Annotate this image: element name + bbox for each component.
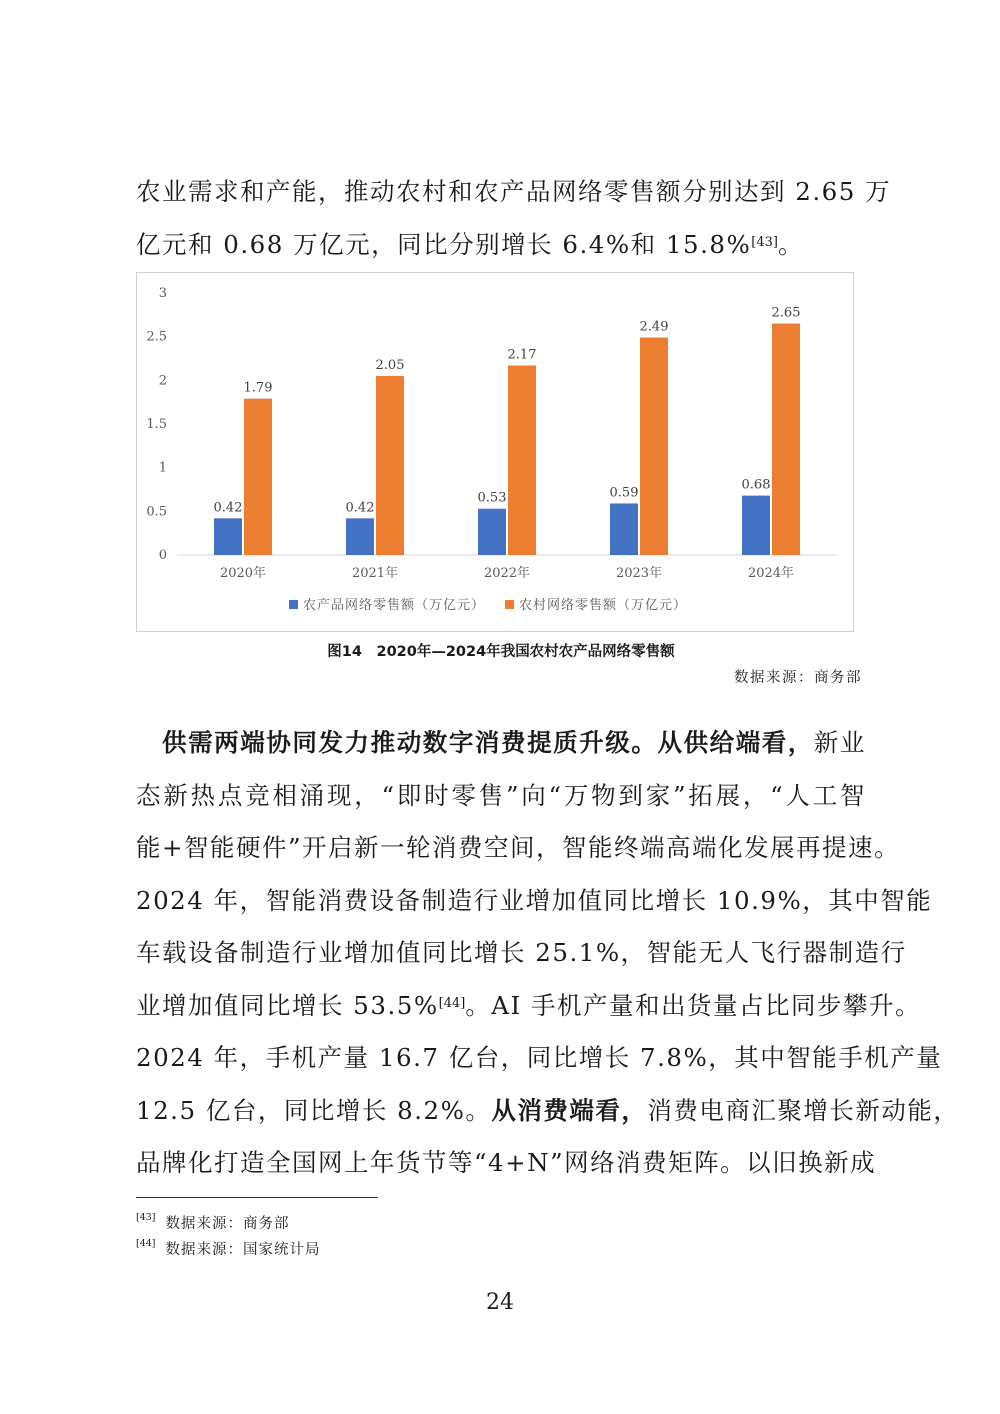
- data-label-s1-0: 1.79: [243, 380, 273, 396]
- bar-s1-2: [508, 365, 536, 555]
- y-tick-label-4: 2: [158, 373, 167, 389]
- y-tick-label-3: 1.5: [146, 417, 167, 432]
- footnote-43: [136, 1212, 290, 1233]
- body-line-8-a: 12.5 亿台，同比增长 8.2%。: [136, 1095, 492, 1125]
- legend-label-0: 农产品网络零售额（万亿元）: [303, 598, 486, 613]
- bold-lead: 供需两端协同发力推动数字消费提质升级。从供给端看，: [162, 728, 814, 757]
- y-tick-label-6: 3: [158, 286, 167, 301]
- bar-s1-4: [772, 324, 800, 555]
- data-label-s0-4: 0.68: [741, 477, 771, 493]
- data-label-s0-0: 0.42: [213, 500, 243, 516]
- footnote-ref-44[interactable]: [44]: [438, 995, 466, 1011]
- bar-s0-3: [610, 503, 638, 555]
- data-label-s1-1: 2.05: [375, 357, 405, 373]
- data-label-s0-2: 0.53: [477, 490, 507, 506]
- body-line-5: 车载设备制造行业增加值同比增长 25.1%，智能无人飞行器制造行: [136, 938, 907, 967]
- intro-paragraph: [136, 166, 892, 271]
- y-tick-label-1: 0.5: [146, 504, 167, 520]
- bar-s1-1: [376, 376, 404, 555]
- body-line-8-b: 消费电商汇聚增长新动能，: [647, 1095, 960, 1125]
- bar-s0-2: [478, 509, 506, 555]
- footnote-44-text: 数据来源：国家统计局: [165, 1242, 321, 1258]
- bar-s1-0: [244, 399, 272, 555]
- x-tick-label-3: 2023年: [615, 566, 663, 581]
- intro-line-2: [136, 219, 866, 272]
- bar-chart: [136, 272, 854, 632]
- bold-consumption: 从消费端看，: [491, 1095, 648, 1125]
- bar-s1-3: [640, 338, 668, 555]
- data-label-s0-3: 0.59: [609, 485, 639, 501]
- legend-swatch-1: [505, 600, 514, 609]
- body-line-4: 2024 年，智能消费设备制造行业增加值同比增长 10.9%，其中智能: [136, 885, 933, 915]
- data-label-s1-3: 2.49: [639, 319, 669, 335]
- x-tick-label-1: 2021年: [351, 566, 399, 581]
- footnote-43-text: 数据来源：商务部: [165, 1216, 290, 1232]
- x-tick-label-2: 2022年: [483, 566, 531, 581]
- footnote-44-ref: [44]: [136, 1238, 156, 1249]
- bar-s0-0: [214, 518, 242, 555]
- figure-caption: 图14 2020年—2024年我国农村农产品网络零售额: [327, 644, 675, 660]
- x-tick-label-0: 2020年: [219, 566, 267, 581]
- y-tick-label-2: 1: [158, 460, 167, 476]
- chart-svg: [137, 273, 853, 631]
- legend-swatch-0: [289, 600, 298, 609]
- data-label-s0-1: 0.42: [345, 500, 375, 516]
- body-line-9: 品牌化打造全国网上年货节等“4+N”网络消费矩阵。以旧换新成: [136, 1148, 877, 1177]
- body-line-1-rest: 新业: [813, 728, 866, 757]
- page-number: 24: [486, 1290, 514, 1315]
- footnote-ref-43[interactable]: [43]: [751, 234, 778, 250]
- body-paragraph: [136, 717, 960, 1190]
- body-line-8: [136, 1085, 960, 1138]
- footnote-divider: [136, 1197, 378, 1198]
- bar-s0-4: [742, 496, 770, 555]
- body-line-6-a: 业增加值同比增长 53.5%: [136, 990, 439, 1020]
- intro-line-2-end: 。: [777, 229, 804, 259]
- y-tick-label-0: 0: [158, 548, 167, 563]
- body-line-6: [136, 980, 921, 1033]
- data-label-s1-2: 2.17: [507, 347, 537, 363]
- body-line-1: [136, 717, 866, 770]
- x-tick-label-4: 2024年: [747, 566, 795, 581]
- bar-s0-1: [346, 518, 374, 555]
- figure-source: 数据来源：商务部: [734, 670, 862, 686]
- body-line-2: 态新热点竞相涌现，“即时零售”向“万物到家”拓展，“人工智: [136, 780, 866, 810]
- intro-line-2-text: 亿元和 0.68 万亿元，同比分别增长 6.4%和 15.8%: [136, 229, 752, 259]
- body-line-3: 能+智能硬件”开启新一轮消费空间，智能终端高端化发展再提速。: [136, 833, 901, 862]
- footnote-43-ref: [43]: [136, 1212, 156, 1223]
- body-line-6-b: 。AI 手机产量和出货量占比同步攀升。: [465, 990, 921, 1020]
- footnote-44: [136, 1238, 321, 1259]
- y-tick-label-5: 2.5: [146, 329, 167, 345]
- body-line-7: 2024 年，手机产量 16.7 亿台，同比增长 7.8%，其中智能手机产量: [136, 1043, 943, 1072]
- intro-line-1: 农业需求和产能，推动农村和农产品网络零售额分别达到 2.65 万: [136, 177, 892, 206]
- legend-label-1: 农村网络零售额（万亿元）: [519, 598, 688, 613]
- data-label-s1-4: 2.65: [771, 305, 801, 321]
